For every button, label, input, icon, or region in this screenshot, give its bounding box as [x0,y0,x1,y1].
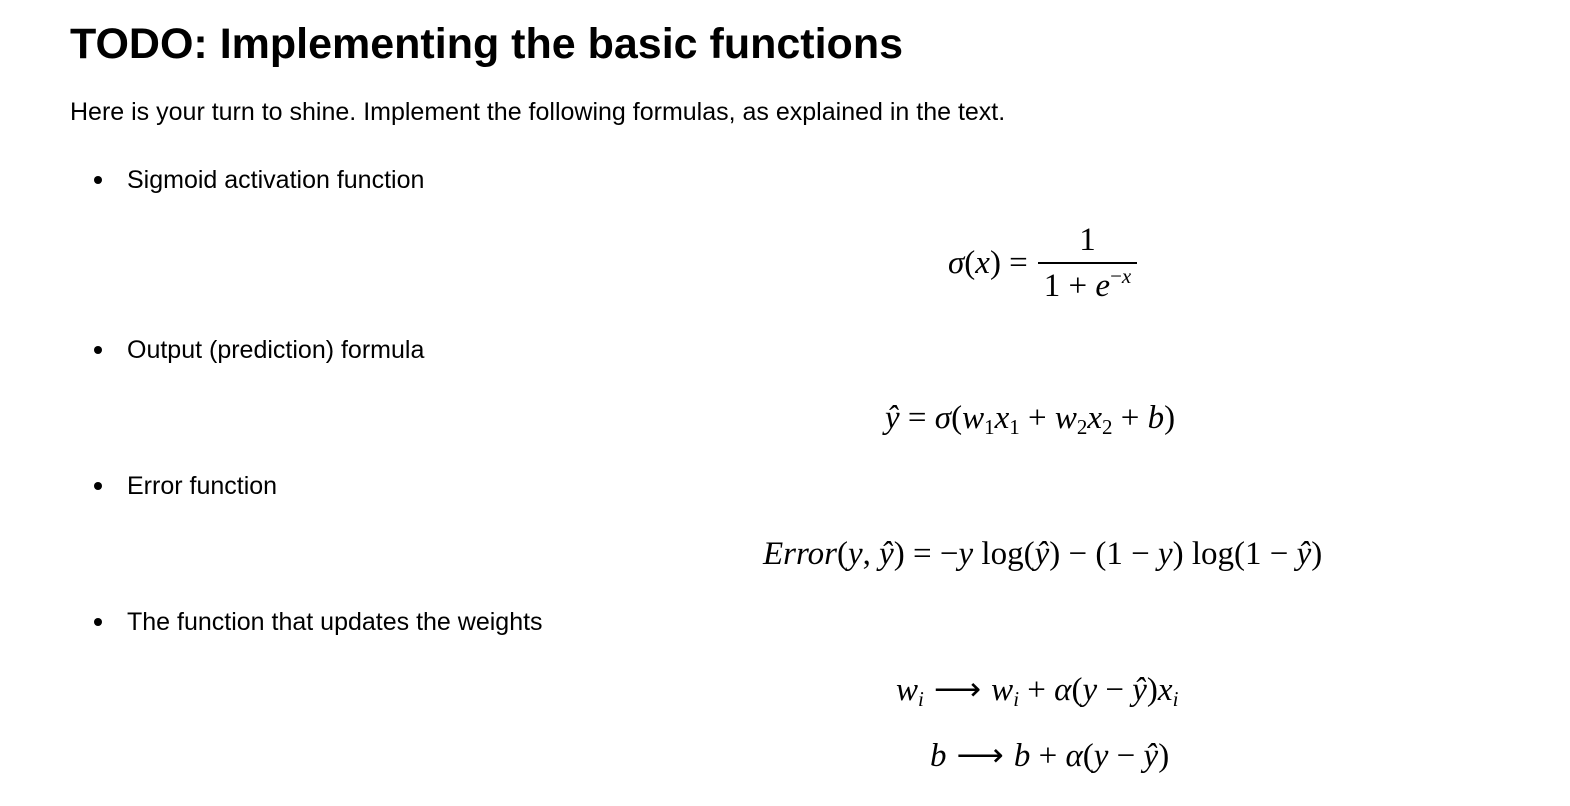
list-item-error [94,470,277,502]
intro-text: Here is your turn to shine. Implement the following formulas, as explained in the text. [70,98,1006,126]
sigmoid-formula: σ(x) = $\frac{1}{1 + e^{-x}}$ [948,222,1137,304]
list-item-output [94,334,424,366]
list-item-label: The function that updates the weights [127,608,543,636]
list-item-label: Output (prediction) formula [127,336,425,364]
error-formula: Error(y, ŷ) = −y log(ŷ) − (1 − y) log(1 − ŷ) [763,536,1323,572]
bullet-icon [94,346,102,354]
list-item-label: Error function [127,472,278,500]
list-item-sigmoid [94,164,424,196]
bullet-icon [94,176,102,184]
page-title: TODO: Implementing the basic functions [70,20,903,68]
list-item-label: Sigmoid activation function [127,166,425,194]
bullet-icon [94,482,102,490]
weight-update-formula: $w_i$ ⟶ $w_i + \alpha(y$ − $ŷ)x_i$ [896,672,1179,711]
bullet-icon [94,618,102,626]
list-item-update-weights [94,606,543,638]
output-formula: ŷ = $\sigma(w_1x_1 + w_2x_2 + b)$ [885,400,1176,439]
bias-update-formula: b ⟶ b + α(y − ŷ) [930,738,1170,774]
